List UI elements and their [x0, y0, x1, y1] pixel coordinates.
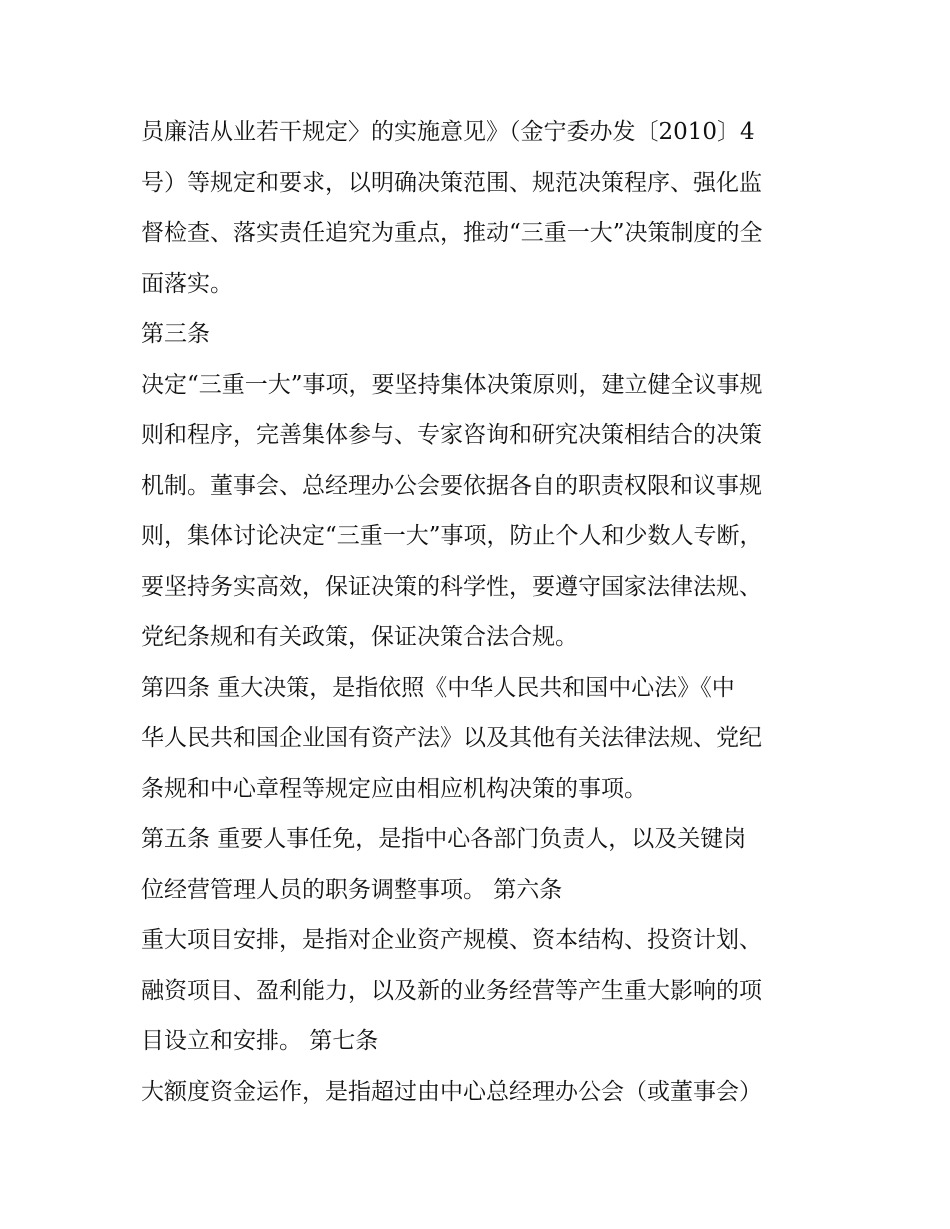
text-line: 号）等规定和要求，以明确决策范围、规范决策程序、强化监 [141, 169, 762, 196]
text-line: 党纪条规和有关政策，保证决策合法合规。 [141, 624, 578, 650]
text-line: 面落实。 [141, 270, 233, 297]
document-body [141, 107, 821, 1117]
text-line: 则和程序，完善集体参与、专家咨询和研究决策相结合的决策 [141, 422, 762, 448]
text-line: 重大项目安排，是指对企业资产规模、资本结构、投资计划、 [141, 927, 762, 953]
text-line: 员廉洁从业若干规定〉的实施意见》（金宁委办发〔2010〕4 [141, 119, 755, 145]
text-line: 则，集体讨论决定“三重一大”事项，防止个人和少数人专断， [141, 523, 763, 549]
text-line: 目设立和安排。 第七条 [141, 1028, 379, 1054]
text-line: 条规和中心章程等规定应由相应机构决策的事项。 [141, 775, 647, 802]
text-line: 决定“三重一大”事项，要坚持集体决策原则，建立健全议事规 [141, 371, 763, 398]
article-heading: 第三条 [141, 321, 210, 347]
text-line: 要坚持务实高效，保证决策的科学性，要遵守国家法律法规、 [141, 573, 762, 600]
text-line: 华人民共和国企业国有资产法》以及其他有关法律法规、党纪 [141, 725, 762, 751]
text-line: 第五条 重要人事任免，是指中心各部门负责人，以及关键岗 [141, 826, 747, 852]
text-line: 督检查、落实责任追究为重点，推动“三重一大”决策制度的全 [141, 220, 763, 246]
text-line: 位经营管理人员的职务调整事项。 第六条 [141, 876, 563, 903]
text-line: 第四条 重大决策，是指依照《中华人民共和国中心法》《中 [141, 674, 735, 701]
text-line: 融资项目、盈利能力，以及新的业务经营等产生重大影响的项 [141, 977, 762, 1004]
text-line: 大额度资金运作，是指超过由中心总经理办公会（或董事会） [141, 1078, 762, 1105]
text-line: 机制。董事会、总经理办公会要依据各自的职责权限和议事规 [141, 472, 762, 499]
